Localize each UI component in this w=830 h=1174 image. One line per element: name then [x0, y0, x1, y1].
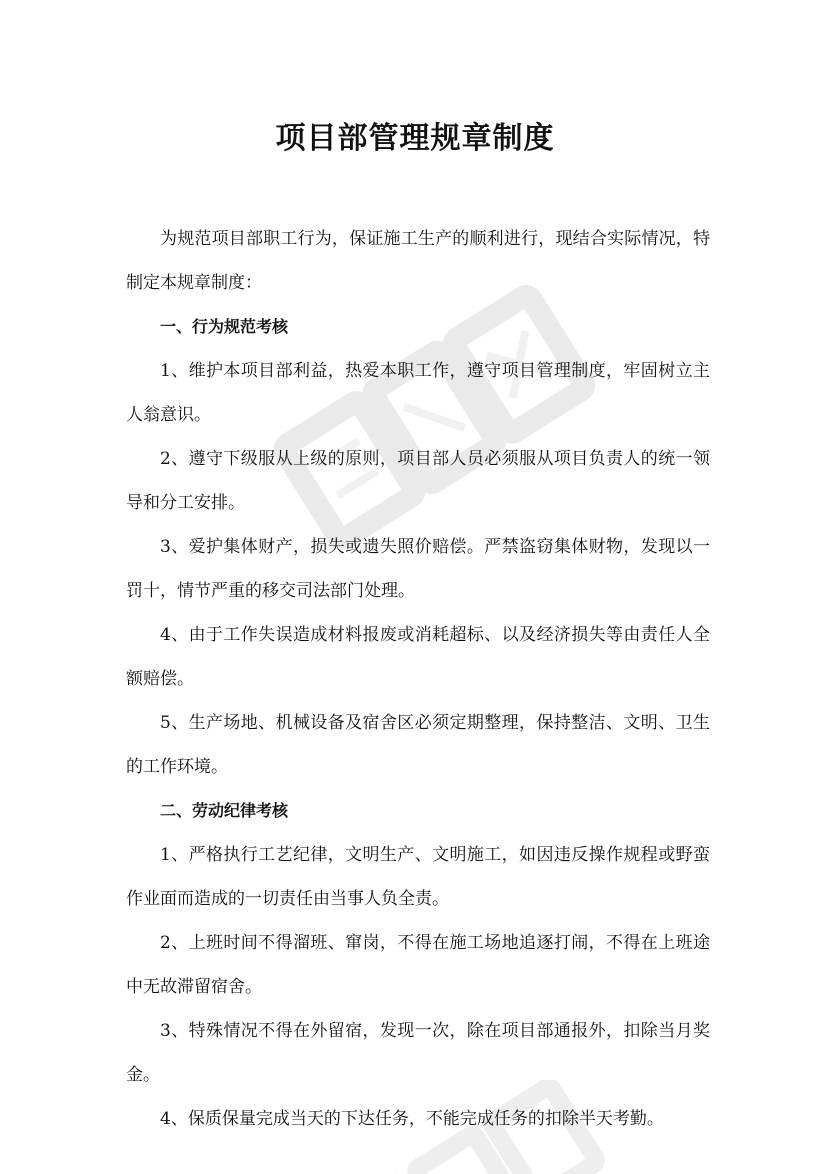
section-1-item-2: 2、遵守下级服从上级的原则，项目部人员必须服从项目负责人的统一领导和分工安排。 [126, 449, 710, 513]
section-1-item-1: 1、维护本项目部利益，热爱本职工作，遵守项目管理制度，牢固树立主人翁意识。 [126, 361, 710, 425]
section-2-item-3: 3、特殊情况不得在外留宿，发现一次，除在项目部通报外，扣除当月奖金。 [126, 1021, 710, 1085]
section-2-item-1: 1、严格执行工艺纪律，文明生产、文明施工，如因违反操作规程或野蛮作业面而造成的一切责任由当事人负全责。 [126, 845, 710, 909]
document-body [126, 217, 710, 1141]
section-1-item-4: 4、由于工作失误造成材料报废或消耗超标、以及经济损失等由责任人全额赔偿。 [126, 625, 710, 689]
section-1-item-3: 3、爱护集体财产，损失或遗失照价赔偿。严禁盗窃集体财物，发现以一罚十，情节严重的移交司法部门处理。 [126, 537, 710, 601]
section-1-item-5: 5、生产场地、机械设备及宿舍区必须定期整理，保持整洁、文明、卫生的工作环境。 [126, 713, 710, 777]
section-heading-1: 一、行为规范考核 [160, 317, 289, 336]
document-title: 项目部管理规章制度 [275, 121, 555, 156]
section-heading-2: 二、劳动纪律考核 [160, 801, 289, 820]
intro-paragraph: 为规范项目部职工行为，保证施工生产的顺利进行，现结合实际情况，特制定本规章制度： [126, 229, 710, 293]
section-2-item-4: 4、保质保量完成当天的下达任务，不能完成任务的扣除半天考勤。 [160, 1109, 664, 1129]
section-2-item-2: 2、上班时间不得溜班、窜岗，不得在施工场地追逐打闹，不得在上班途中无故滞留宿舍。 [126, 933, 710, 997]
